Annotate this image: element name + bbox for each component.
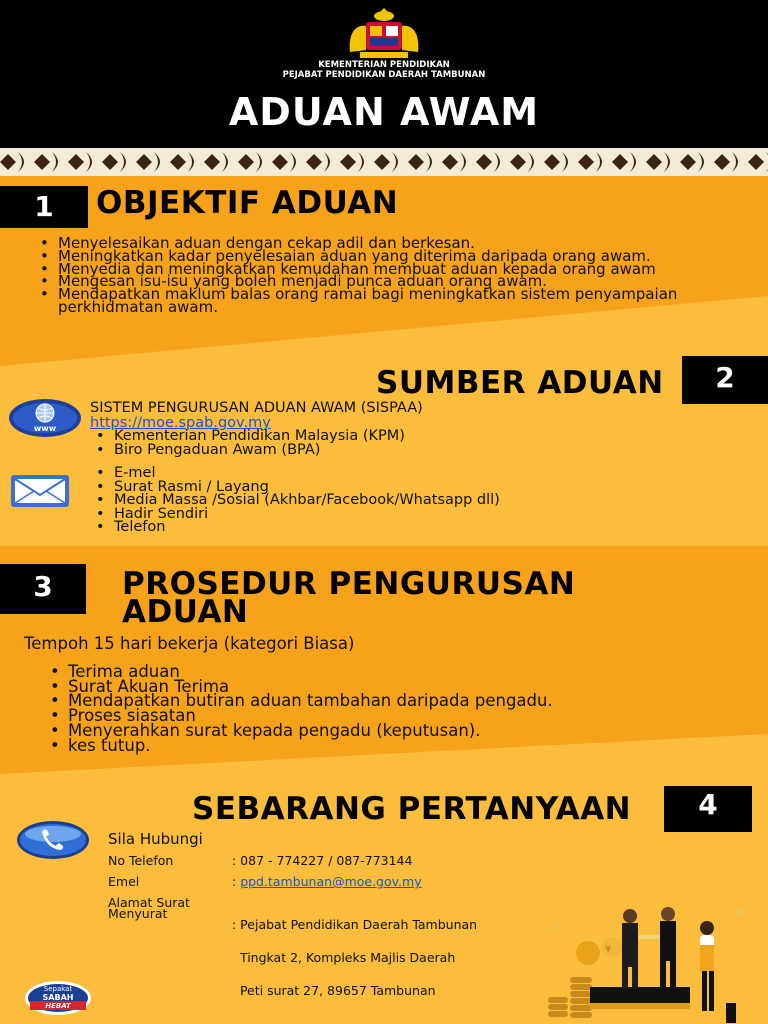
section-heading-objektif: OBJEKTIF ADUAN [96,185,399,221]
envelope-icon [10,474,70,508]
list-item: • E-mel [90,467,500,481]
list-item: • Terima aduan [44,665,553,680]
www-globe-icon [8,398,82,438]
section-number-1: 1 [0,186,88,228]
phone-icon [16,820,90,860]
email-prefix: : [232,874,241,889]
address-label [108,897,190,919]
section-number-2: 2 [682,356,768,404]
list-item: • Biro Pengaduan Awam (BPA) [90,444,405,458]
list-item: • Proses siasatan [44,709,553,724]
ministry-name [0,60,768,80]
list-item: • Menyedia dan meningkatkan kemudahan membuat aduan kepada orang awam [34,263,768,276]
list-item: • Media Massa /Sosial (Akhbar/Facebook/Whatsapp dll) [90,494,500,508]
address-line-1: : Pejabat Pendidikan Daerah Tambunan [232,917,478,932]
list-item: • Menyelesaikan aduan dengan cekap adil dan berkesan. [34,237,768,250]
page-title: ADUAN AWAM [228,90,540,134]
business-people-illustration [530,905,768,1024]
objektif-list [34,234,768,316]
list-item: • Mendapatkan butiran aduan tambahan daripada pengadu. [44,694,553,709]
list-item: • Telefon [90,521,500,535]
list-item: • Hadir Sendiri [90,508,500,522]
sispaa-link[interactable]: https://moe.spab.gov.my [90,415,271,431]
ministry-line-1: KEMENTERIAN PENDIDIKAN [318,60,450,70]
sispaa-title: SISTEM PENGURUSAN ADUAN AWAM (SISPAA) [90,400,423,416]
contact-intro: Sila Hubungi [108,830,203,848]
list-item: • kes tutup. [44,739,553,754]
tempoh-text: Tempoh 15 hari bekerja (kategori Biasa) [24,634,355,653]
logo-text-1: Sepakat [43,985,73,993]
svg-text:www: www [33,424,57,433]
section-number-3: 3 [0,564,86,614]
heading-line-2: ADUAN [122,594,249,630]
section-heading-prosedur [122,566,576,630]
email-label: Emel [108,874,140,889]
decorative-pattern-strip [0,148,768,176]
other-source-list [90,467,500,535]
list-item: • Menyerahkan surat kepada pengadu (keputusan). [44,724,553,739]
section-number-4: 4 [664,786,752,832]
address-label-line-1: Alamat Surat [108,895,190,910]
sabah-logo [24,980,92,1016]
address-value [232,897,477,1007]
list-item: • Meningkatkan kadar penyelesaian aduan yang diterima daripada orang awam. [34,250,768,263]
logo-text-3: HEBAT [45,1002,71,1010]
address-line-2: Tingkat 2, Kompleks Majlis Daerah [232,950,456,965]
list-item: • Surat Rasmi / Layang [90,481,500,495]
svg-text:¥: ¥ [605,944,612,955]
phone-value: : 087 - 774227 / 087-773144 [232,853,413,868]
section-heading-sumber: SUMBER ADUAN [376,365,664,401]
prosedur-list [44,662,553,755]
list-item: • Mendapatkan maklum balas orang ramai bagi meningkatkan sistem penyampaian perkhidmatan awam. [34,288,768,314]
list-item: • Surat Akuan Terima [44,680,553,695]
section-heading-pertanyaan: SEBARANG PERTANYAAN [192,791,632,827]
web-source-list [90,430,405,457]
heading-line-1: PROSEDUR PENGURUSAN [122,566,576,602]
logo-text-2: SABAH [42,993,74,1002]
email-row [232,876,422,887]
header-banner [0,0,768,148]
ministry-line-2: PEJABAT PENDIDIKAN DAERAH TAMBUNAN [282,70,486,80]
phone-label: No Telefon [108,853,174,868]
list-item: • Mengesan isu-isu yang boleh menjadi punca aduan orang awam. [34,275,768,288]
coat-of-arms-icon [336,8,432,64]
email-link[interactable]: ppd.tambunan@moe.gov.my [240,874,422,889]
address-label-line-2: Menyurat [108,906,168,921]
address-line-3: Peti surat 27, 89657 Tambunan [232,983,436,998]
list-item: • Kementerian Pendidikan Malaysia (KPM) [90,430,405,444]
